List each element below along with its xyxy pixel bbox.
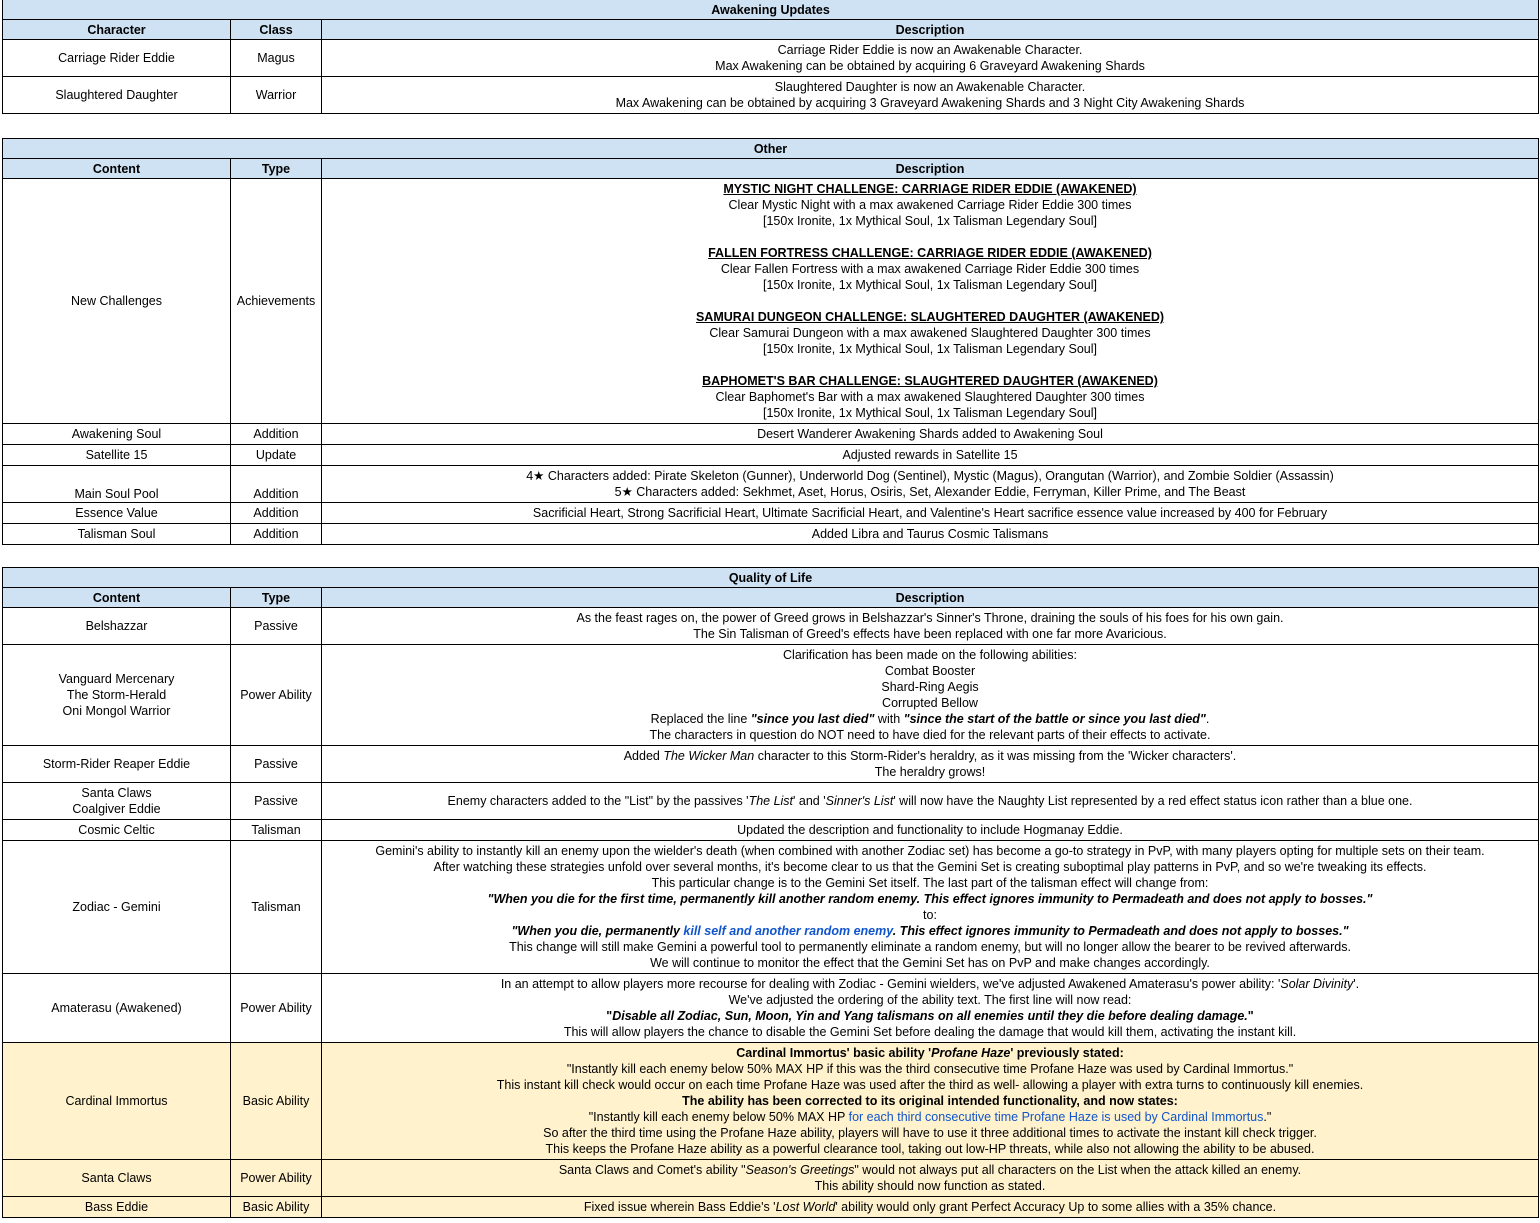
challenge-title: SAMURAI DUNGEON CHALLENGE: SLAUGHTERED DAUGHTER (AWAKENED) [695,310,1165,324]
type-cell: Update [231,445,322,466]
description-cell: Sacrificial Heart, Strong Sacrificial Heart, Ultimate Sacrificial Heart, and Valentine's Heart sacrifice essence value increased by 400 for February [322,503,1539,524]
description-cell: Adjusted rewards in Satellite 15 [322,445,1539,466]
highlighted-text: for each third consecutive time Profane Haze is used by Cardinal Immortus [848,1110,1264,1124]
content-cell [3,645,231,746]
text-span: ' ability would only grant Perfect Accuracy Up to some allies with a 35% chance. [835,1200,1277,1214]
description-cell: Updated the description and functionality to include Hogmanay Eddie. [322,820,1539,841]
text-span: ." [1263,1110,1272,1124]
description-cell [322,841,1539,974]
column-header-class: Class [231,20,322,40]
text-span: Santa Claws and Comet's ability " [558,1163,746,1177]
quoted-text: "since the start of the battle or since you last died" [903,712,1206,726]
description-line [324,1008,1536,1024]
section-title: Quality of Life [3,568,1539,588]
description-cell [322,1160,1539,1197]
content-cell: Belshazzar [3,608,231,645]
challenge-title: BAPHOMET'S BAR CHALLENGE: SLAUGHTERED DAUGHTER (AWAKENED) [702,374,1158,388]
description-cell [322,645,1539,746]
content-cell: Talisman Soul [3,524,231,545]
quoted-text: "since you last died" [750,712,875,726]
description-line: After watching these strategies unfold over several months, it's become clear to us that the Gemini Set is creating suboptimal play patterns in PvP, and so we're tweaking its effects. [433,860,1427,874]
column-header-character: Character [3,20,231,40]
description-line: This change will still make Gemini a powerful tool to permanently eliminate a random enemy, but will no longer allow the bearer to be revived afterwards. [509,940,1351,954]
text-span: In an attempt to allow players more recourse for dealing with Zodiac - Gemini wielders, we've adjusted Awakened Amaterasu's power ability: ' [500,977,1281,991]
text-span: "Instantly kill each enemy below 50% MAX HP [588,1110,849,1124]
type-cell: Passive [231,608,322,645]
description-line: "Instantly kill each enemy below 50% MAX HP if this was the third consecutive time Profane Haze was used by Cardinal Immortus." [566,1062,1294,1076]
content-cell: Storm-Rider Reaper Eddie [3,746,231,783]
type-cell: Basic Ability [231,1197,322,1218]
description-cell [322,1197,1539,1218]
description-line: The characters in question do NOT need to have died for the relevant parts of their effects to activate. [649,728,1211,742]
italic-text: Lost World [775,1200,836,1214]
description-line: The Sin Talisman of Greed's effects have been replaced with one far more Avaricious. [693,627,1167,641]
description-line [324,748,1536,764]
description-line: This ability should now function as stated. [814,1179,1046,1193]
content-cell: Carriage Rider Eddie [3,40,231,77]
table-row [3,841,1539,974]
challenge-title: MYSTIC NIGHT CHALLENGE: CARRIAGE RIDER EDDIE (AWAKENED) [723,182,1137,196]
italic-text: Profane Haze [931,1046,1011,1060]
type-cell: Basic Ability [231,1043,322,1160]
description-cell [322,1043,1539,1160]
description-line: The ability has been corrected to its original intended functionality, and now states: [682,1094,1178,1108]
text-span: Enemy characters added to the "List" by the passives ' [447,794,749,808]
italic-text: Sinner's List [825,794,894,808]
text-span: " [606,1009,613,1023]
description-line: to: [923,908,937,922]
table-row [3,1043,1539,1160]
description-line: Slaughtered Daughter is now an Awakenable Character. [774,80,1086,94]
type-cell: Addition [231,424,322,445]
table-row [3,503,1539,524]
table-row [3,424,1539,445]
type-cell: Warrior [231,77,322,114]
description-cell [322,608,1539,645]
description-line [324,1109,1536,1125]
content-cell: Awakening Soul [3,424,231,445]
table-row [3,645,1539,746]
table-row [3,77,1539,114]
column-header-type: Type [231,159,322,179]
highlighted-text: kill self and another random enemy [683,924,893,938]
description-line: Clarification has been made on the following abilities: [783,648,1077,662]
challenge-reward: [150x Ironite, 1x Mythical Soul, 1x Talisman Legendary Soul] [763,214,1097,228]
description-cell [322,974,1539,1043]
content-name: Coalgiver Eddie [72,802,161,816]
description-cell [322,466,1539,503]
type-cell: Addition [231,503,322,524]
content-cell: Amaterasu (Awakened) [3,974,231,1043]
ability-name: Corrupted Bellow [882,696,978,710]
description-line: 5★ Characters added: Sekhmet, Aset, Horus, Osiris, Set, Alexander Eddie, Ferryman, Killer Prime, and The Beast [614,485,1246,499]
description-line: 4★ Characters added: Pirate Skeleton (Gunner), Underworld Dog (Sentinel), Mystic (Magus), Orangutan (Warrior), and Zombie Soldier (Assassin) [526,469,1334,483]
description-line: Max Awakening can be obtained by acquiring 6 Graveyard Awakening Shards [715,59,1145,73]
table-row [3,466,1539,503]
content-cell: Slaughtered Daughter [3,77,231,114]
challenge-reward: [150x Ironite, 1x Mythical Soul, 1x Talisman Legendary Soul] [763,278,1097,292]
content-cell [3,783,231,820]
description-line: This instant kill check would occur on each time Profane Haze was used after the third as well- allowing a player with extra turns to continuously kill enemies. [496,1078,1364,1092]
type-cell: Power Ability [231,1160,322,1197]
content-name: Vanguard Mercenary [58,672,175,686]
content-cell: Santa Claws [3,1160,231,1197]
table-row [3,783,1539,820]
description-cell [322,746,1539,783]
text-span: ' and ' [793,794,826,808]
description-line [324,1162,1536,1178]
text-span: Added [623,749,664,763]
type-cell: Passive [231,746,322,783]
text-span: Cardinal Immortus' basic ability ' [736,1046,932,1060]
awakening-updates-table [2,0,1539,114]
text-span: Replaced the line [650,712,751,726]
section-title: Awakening Updates [3,0,1539,20]
content-cell: Bass Eddie [3,1197,231,1218]
text-span: " would not always put all characters on the List when the attack killed an enemy. [854,1163,1302,1177]
table-row [3,746,1539,783]
type-cell: Talisman [231,841,322,974]
text-span: character to this Storm-Rider's heraldry, as it was missing from the 'Wicker characters'. [754,749,1237,763]
column-header-type: Type [231,588,322,608]
description-cell: Desert Wanderer Awakening Shards added to Awakening Soul [322,424,1539,445]
description-line: As the feast rages on, the power of Greed grows in Belshazzar's Sinner's Throne, draining the souls of his foes for his own gain. [576,611,1284,625]
description-line: Gemini's ability to instantly kill an enemy upon the wielder's death (when combined with another Zodiac set) has become a go-to strategy in PvP, with many players opting for multiple sets on their team. [375,844,1485,858]
quoted-text: Disable all Zodiac, Sun, Moon, Yin and Yang talismans on all enemies until they die before dealing damage. [612,1009,1248,1023]
challenge-title: FALLEN FORTRESS CHALLENGE: CARRIAGE RIDER EDDIE (AWAKENED) [708,246,1152,260]
column-header-description: Description [322,20,1539,40]
old-effect-text: "When you die for the first time, permanently kill another random enemy. This effect ignores immunity to Permadeath and does not apply to bosses." [487,892,1373,906]
table-row [3,1160,1539,1197]
type-cell: Addition [231,466,322,503]
description-line: This particular change is to the Gemini Set itself. The last part of the talisman effect will change from: [651,876,1209,890]
challenge-description: Clear Samurai Dungeon with a max awakened Slaughtered Daughter 300 times [709,326,1151,340]
content-cell: Essence Value [3,503,231,524]
column-header-content: Content [3,159,231,179]
description-line: The heraldry grows! [874,765,986,779]
content-name: Oni Mongol Warrior [62,704,171,718]
other-table [2,138,1539,545]
italic-text: The List [748,794,794,808]
challenge-reward: [150x Ironite, 1x Mythical Soul, 1x Talisman Legendary Soul] [763,406,1097,420]
new-effect-text [324,923,1536,939]
content-cell: Zodiac - Gemini [3,841,231,974]
text-span: . This effect ignores immunity to Permadeath and does not apply to bosses." [892,924,1349,938]
table-row [3,40,1539,77]
challenge-description: Clear Fallen Fortress with a max awakened Carriage Rider Eddie 300 times [720,262,1140,276]
type-cell: Achievements [231,179,322,424]
description-line [324,976,1536,992]
type-cell: Power Ability [231,974,322,1043]
quality-of-life-table [2,567,1539,1218]
section-title: Other [3,139,1539,159]
type-cell: Addition [231,524,322,545]
italic-text: The Wicker Man [663,749,755,763]
description-line [324,1045,1536,1061]
table-row [3,445,1539,466]
description-line [324,711,1536,727]
description-line: We will continue to monitor the effect that the Gemini Set has on PvP and make changes accordingly. [650,956,1210,970]
table-row [3,524,1539,545]
text-span: '. [1353,977,1360,991]
column-header-description: Description [322,588,1539,608]
italic-text: Solar Divinity [1280,977,1354,991]
table-row [3,179,1539,424]
table-row [3,820,1539,841]
content-cell: Cardinal Immortus [3,1043,231,1160]
ability-name: Shard-Ring Aegis [881,680,979,694]
description-cell [322,179,1539,424]
text-span: Fixed issue wherein Bass Eddie's ' [583,1200,776,1214]
description-line: This will allow players the chance to disable the Gemini Set before dealing the damage that would kill them, activating the instant kill. [563,1025,1297,1039]
text-span: "When you die, permanently [511,924,684,938]
type-cell: Talisman [231,820,322,841]
description-cell: Added Libra and Taurus Cosmic Talismans [322,524,1539,545]
text-span: . [1205,712,1210,726]
challenge-reward: [150x Ironite, 1x Mythical Soul, 1x Talisman Legendary Soul] [763,342,1097,356]
content-name: The Storm-Herald [66,688,167,702]
type-cell: Passive [231,783,322,820]
content-cell: Satellite 15 [3,445,231,466]
table-row [3,608,1539,645]
description-cell [322,783,1539,820]
description-line: Carriage Rider Eddie is now an Awakenable Character. [777,43,1083,57]
text-span: with [874,712,904,726]
description-line: This keeps the Profane Haze ability as a powerful clearance tool, taking out low-HP threats, while also not allowing the ability to be abused. [545,1142,1315,1156]
type-cell: Magus [231,40,322,77]
description-cell [322,40,1539,77]
italic-text: Season's Greetings [745,1163,855,1177]
content-cell: Cosmic Celtic [3,820,231,841]
description-line: Max Awakening can be obtained by acquiring 3 Graveyard Awakening Shards and 3 Night City Awakening Shards [615,96,1245,110]
type-cell: Power Ability [231,645,322,746]
table-row [3,974,1539,1043]
column-header-content: Content [3,588,231,608]
description-line: So after the third time using the Profane Haze ability, players will have to use it three additional times to activate the instant kill check trigger. [543,1126,1317,1140]
text-span: " [1247,1009,1254,1023]
table-row [3,1197,1539,1218]
content-cell: Main Soul Pool [3,466,231,503]
content-name: Santa Claws [81,786,152,800]
challenge-description: Clear Baphomet's Bar with a max awakened Slaughtered Daughter 300 times [715,390,1145,404]
challenge-description: Clear Mystic Night with a max awakened Carriage Rider Eddie 300 times [728,198,1132,212]
column-header-description: Description [322,159,1539,179]
text-span: ' previously stated: [1010,1046,1124,1060]
description-cell [322,77,1539,114]
content-cell: New Challenges [3,179,231,424]
description-line: We've adjusted the ordering of the ability text. The first line will now read: [728,993,1132,1007]
text-span: ' will now have the Naughty List represented by a red effect status icon rather than a blue one. [893,794,1413,808]
ability-name: Combat Booster [884,664,976,678]
